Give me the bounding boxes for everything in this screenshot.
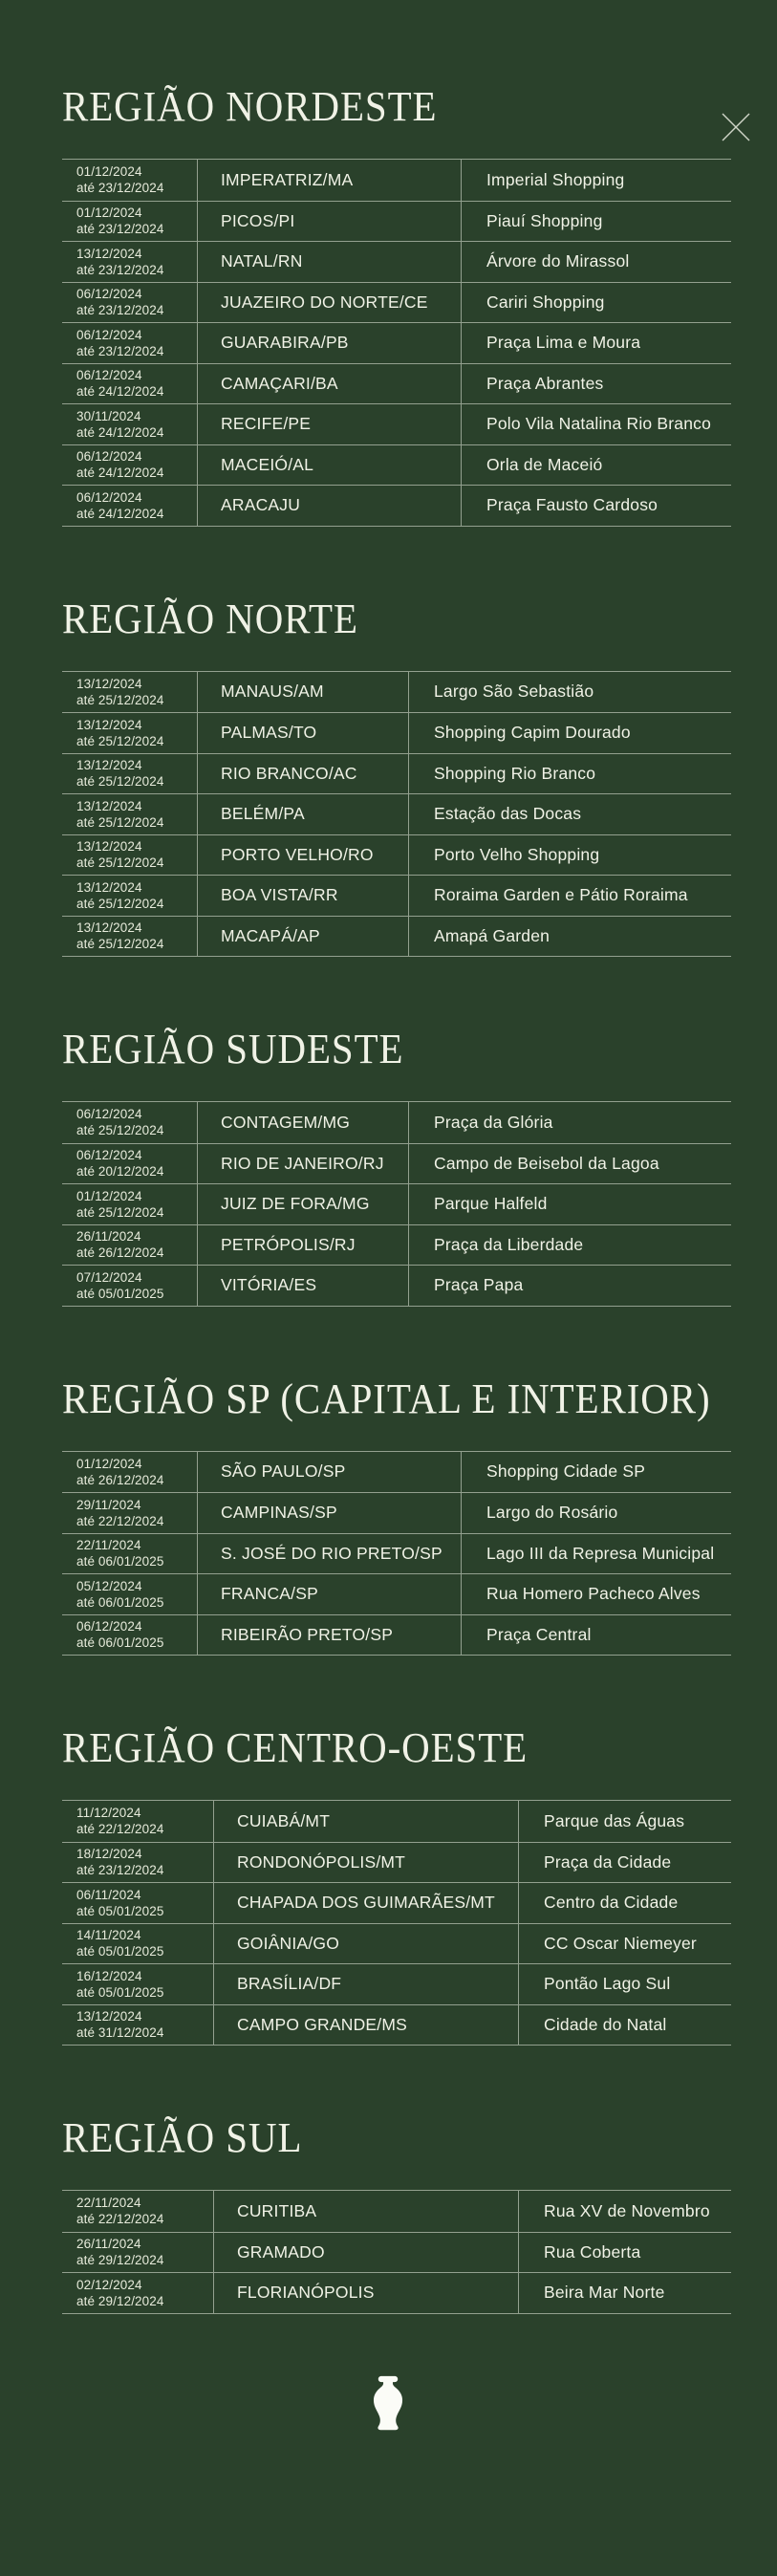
table-row	[62, 403, 731, 444]
table-row	[62, 875, 731, 916]
location-cell: CC Oscar Niemeyer	[544, 1933, 697, 1953]
date-start: 13/12/2024	[76, 920, 142, 936]
date-end: até 24/12/2024	[76, 424, 164, 440]
city-cell: MACAPÁ/AP	[198, 917, 409, 957]
date-end: até 25/12/2024	[76, 855, 164, 871]
date-end: até 23/12/2024	[76, 262, 164, 277]
city-cell: JUAZEIRO DO NORTE/CE	[198, 283, 462, 323]
table-row	[62, 672, 731, 713]
date-end: até 25/12/2024	[76, 733, 164, 748]
city-cell: BOA VISTA/RR	[198, 876, 409, 916]
table-row	[62, 1573, 731, 1614]
location-cell: Praça Central	[486, 1624, 592, 1644]
table-row	[62, 793, 731, 834]
city-cell: CURITIBA	[214, 2191, 519, 2232]
location-cell: Cidade do Natal	[544, 2014, 667, 2034]
date-start: 06/11/2024	[76, 1887, 141, 1902]
date-cell	[62, 202, 198, 242]
table-row	[62, 1183, 731, 1224]
region-section	[62, 1375, 731, 1656]
date-end: até 25/12/2024	[76, 1204, 164, 1220]
location-cell: Roraima Garden e Pátio Roraima	[434, 885, 688, 905]
table-row	[62, 834, 731, 876]
date-start: 26/11/2024	[76, 1229, 141, 1245]
date-end: até 24/12/2024	[76, 384, 164, 400]
location-cell: Shopping Rio Branco	[434, 763, 596, 783]
region-table	[62, 159, 731, 527]
table-row	[62, 1614, 731, 1656]
city-cell: GRAMADO	[214, 2233, 519, 2273]
date-cell	[62, 917, 198, 957]
location-cell: Praça Papa	[434, 1275, 524, 1295]
city-cell: ARACAJU	[198, 486, 462, 526]
date-cell	[62, 1452, 198, 1493]
date-start: 13/12/2024	[76, 798, 142, 813]
date-end: até 26/12/2024	[76, 1472, 164, 1487]
date-end: até 06/01/2025	[76, 1594, 164, 1610]
date-end: até 22/12/2024	[76, 2212, 164, 2227]
date-cell	[62, 486, 198, 526]
date-start: 22/11/2024	[76, 1538, 141, 1553]
date-start: 13/12/2024	[76, 839, 142, 855]
location-cell: Largo São Sebastião	[434, 682, 594, 702]
location-cell: Pontão Lago Sul	[544, 1974, 671, 1994]
city-cell: MANAUS/AM	[198, 672, 409, 713]
date-end: até 22/12/2024	[76, 1822, 164, 1837]
location-cell: Beira Mar Norte	[544, 2283, 665, 2303]
region-title: REGIÃO NORTE	[62, 595, 358, 642]
location-cell: Praça Lima e Moura	[486, 333, 641, 353]
location-cell: Polo Vila Natalina Rio Branco	[486, 414, 712, 434]
date-start: 13/12/2024	[76, 879, 142, 895]
region-section	[62, 1028, 731, 1307]
date-cell	[62, 2273, 214, 2313]
date-cell	[62, 1964, 214, 2004]
date-start: 06/12/2024	[76, 368, 142, 383]
location-cell: Praça Abrantes	[486, 373, 604, 393]
date-start: 13/12/2024	[76, 2009, 142, 2024]
date-cell	[62, 1615, 198, 1656]
location-cell: Centro da Cidade	[544, 1893, 679, 1913]
city-cell: JUIZ DE FORA/MG	[198, 1184, 409, 1224]
region-table	[62, 671, 731, 958]
date-start: 01/12/2024	[76, 164, 142, 180]
date-cell	[62, 1144, 198, 1184]
city-cell: CAMPO GRANDE/MS	[214, 2005, 519, 2046]
date-cell	[62, 1225, 198, 1266]
date-end: até 23/12/2024	[76, 303, 164, 318]
date-start: 01/12/2024	[76, 206, 142, 221]
table-row	[62, 485, 731, 526]
city-cell: PORTO VELHO/RO	[198, 835, 409, 876]
location-cell: Praça da Glória	[434, 1112, 553, 1132]
table-row	[62, 2191, 731, 2232]
location-cell: Amapá Garden	[434, 925, 550, 945]
city-cell: RIO DE JANEIRO/RJ	[198, 1144, 409, 1184]
regions-list	[0, 83, 777, 2314]
city-cell: BRASÍLIA/DF	[214, 1964, 519, 2004]
date-end: até 06/01/2025	[76, 1554, 164, 1569]
region-section	[62, 83, 731, 527]
date-cell	[62, 1266, 198, 1306]
location-cell: Largo do Rosário	[486, 1503, 618, 1523]
table-row	[62, 1963, 731, 2004]
date-cell	[62, 1574, 198, 1614]
date-end: até 31/12/2024	[76, 2025, 164, 2041]
date-cell	[62, 835, 198, 876]
region-table	[62, 1451, 731, 1656]
close-button[interactable]	[720, 111, 752, 143]
date-end: até 26/12/2024	[76, 1245, 164, 1261]
date-start: 06/12/2024	[76, 489, 142, 505]
date-cell	[62, 794, 198, 834]
date-cell	[62, 160, 198, 201]
date-start: 06/12/2024	[76, 1148, 142, 1163]
city-cell: BELÉM/PA	[198, 794, 409, 834]
date-end: até 29/12/2024	[76, 2253, 164, 2268]
location-cell: Parque das Águas	[544, 1810, 685, 1830]
location-cell: Shopping Capim Dourado	[434, 723, 631, 743]
date-cell	[62, 2233, 214, 2273]
date-start: 06/12/2024	[76, 287, 142, 302]
table-row	[62, 444, 731, 486]
date-start: 01/12/2024	[76, 1456, 142, 1471]
date-cell	[62, 1843, 214, 1883]
region-table	[62, 2190, 731, 2314]
date-end: até 23/12/2024	[76, 343, 164, 358]
christmas-tour-schedule-overlay	[0, 83, 777, 2576]
date-start: 07/12/2024	[76, 1269, 142, 1285]
city-cell: RIO BRANCO/AC	[198, 754, 409, 794]
city-cell: CUIABÁ/MT	[214, 1801, 519, 1842]
date-start: 14/11/2024	[76, 1928, 141, 1943]
date-start: 26/11/2024	[76, 2237, 141, 2252]
location-cell: Orla de Maceió	[486, 454, 603, 474]
table-row	[62, 2232, 731, 2273]
date-start: 13/12/2024	[76, 758, 142, 773]
city-cell: CAMPINAS/SP	[198, 1493, 462, 1533]
table-row	[62, 2004, 731, 2046]
city-cell: CHAPADA DOS GUIMARÃES/MT	[214, 1883, 519, 1923]
table-row	[62, 241, 731, 282]
date-cell	[62, 876, 198, 916]
date-end: até 20/12/2024	[76, 1164, 164, 1180]
date-cell	[62, 283, 198, 323]
date-end: até 25/12/2024	[76, 1123, 164, 1138]
date-cell	[62, 1184, 198, 1224]
city-cell: CONTAGEM/MG	[198, 1102, 409, 1143]
table-row	[62, 1842, 731, 1883]
date-start: 06/12/2024	[76, 1107, 142, 1122]
location-cell: Parque Halfeld	[434, 1194, 548, 1214]
date-start: 06/12/2024	[76, 327, 142, 342]
date-cell	[62, 713, 198, 753]
date-cell	[62, 754, 198, 794]
date-cell	[62, 404, 198, 444]
table-row	[62, 1224, 731, 1266]
date-start: 16/12/2024	[76, 1968, 142, 1983]
table-row	[62, 363, 731, 404]
trophy-icon	[373, 2375, 404, 2435]
city-cell: PETRÓPOLIS/RJ	[198, 1225, 409, 1266]
date-end: até 25/12/2024	[76, 774, 164, 790]
table-row	[62, 1533, 731, 1574]
date-end: até 05/01/2025	[76, 1984, 164, 2000]
location-cell: Imperial Shopping	[486, 169, 625, 189]
date-cell	[62, 1493, 198, 1533]
date-end: até 25/12/2024	[76, 896, 164, 911]
region-table	[62, 1101, 731, 1307]
city-cell: FRANCA/SP	[198, 1574, 462, 1614]
city-cell: GOIÂNIA/GO	[214, 1924, 519, 1964]
table-row	[62, 1452, 731, 1493]
date-start: 18/12/2024	[76, 1847, 142, 1862]
date-start: 11/12/2024	[76, 1806, 141, 1821]
location-cell: Praça da Liberdade	[434, 1234, 584, 1254]
date-cell	[62, 242, 198, 282]
table-row	[62, 160, 731, 201]
date-start: 30/11/2024	[76, 408, 141, 423]
date-end: até 23/12/2024	[76, 1863, 164, 1878]
location-cell: Cariri Shopping	[486, 292, 605, 312]
date-start: 06/12/2024	[76, 449, 142, 465]
footer	[0, 2375, 777, 2435]
location-cell: Lago III da Represa Municipal	[486, 1543, 715, 1563]
date-end: até 23/12/2024	[76, 222, 164, 237]
date-end: até 24/12/2024	[76, 506, 164, 521]
date-end: até 25/12/2024	[76, 692, 164, 707]
date-cell	[62, 1924, 214, 1964]
date-start: 13/12/2024	[76, 246, 142, 261]
location-cell: Porto Velho Shopping	[434, 844, 600, 864]
date-end: até 25/12/2024	[76, 937, 164, 952]
date-start: 01/12/2024	[76, 1188, 142, 1203]
date-end: até 05/01/2025	[76, 1286, 164, 1301]
region-title: REGIÃO SP (CAPITAL E INTERIOR)	[62, 1375, 711, 1422]
table-row	[62, 1882, 731, 1923]
date-end: até 05/01/2025	[76, 1903, 164, 1918]
date-end: até 23/12/2024	[76, 181, 164, 196]
region-section	[62, 2114, 731, 2314]
city-cell: MACEIÓ/AL	[198, 445, 462, 486]
city-cell: S. JOSÉ DO RIO PRETO/SP	[198, 1534, 462, 1574]
region-title: REGIÃO SUL	[62, 2114, 303, 2161]
city-cell: RIBEIRÃO PRETO/SP	[198, 1615, 462, 1656]
city-cell: RONDONÓPOLIS/MT	[214, 1843, 519, 1883]
table-row	[62, 282, 731, 323]
date-end: até 24/12/2024	[76, 465, 164, 481]
region-section	[62, 595, 731, 958]
region-title: REGIÃO SUDESTE	[62, 1026, 404, 1072]
date-cell	[62, 1883, 214, 1923]
location-cell: Praça da Cidade	[544, 1851, 672, 1872]
location-cell: Piauí Shopping	[486, 210, 603, 230]
date-cell	[62, 1534, 198, 1574]
date-cell	[62, 364, 198, 404]
table-row	[62, 753, 731, 794]
date-start: 06/12/2024	[76, 1619, 142, 1634]
region-table	[62, 1800, 731, 2046]
date-end: até 25/12/2024	[76, 814, 164, 830]
location-cell: Estação das Docas	[434, 804, 582, 824]
date-cell	[62, 2191, 214, 2232]
region-title: REGIÃO NORDESTE	[62, 83, 438, 130]
location-cell: Praça Fausto Cardoso	[486, 495, 658, 515]
date-cell	[62, 2005, 214, 2046]
date-start: 05/12/2024	[76, 1578, 142, 1593]
date-start: 22/11/2024	[76, 2196, 141, 2211]
date-end: até 05/01/2025	[76, 1944, 164, 1959]
city-cell: IMPERATRIZ/MA	[198, 160, 462, 201]
table-row	[62, 1492, 731, 1533]
city-cell: PICOS/PI	[198, 202, 462, 242]
location-cell: Rua Homero Pacheco Alves	[486, 1584, 701, 1604]
city-cell: SÃO PAULO/SP	[198, 1452, 462, 1493]
city-cell: CAMAÇARI/BA	[198, 364, 462, 404]
city-cell: RECIFE/PE	[198, 404, 462, 444]
close-icon	[720, 111, 752, 143]
location-cell: Rua Coberta	[544, 2241, 641, 2262]
city-cell: GUARABIRA/PB	[198, 323, 462, 363]
location-cell: Rua XV de Novembro	[544, 2200, 710, 2220]
location-cell: Shopping Cidade SP	[486, 1461, 646, 1482]
table-row	[62, 712, 731, 753]
table-row	[62, 201, 731, 242]
table-row	[62, 1923, 731, 1964]
table-row	[62, 322, 731, 363]
date-cell	[62, 445, 198, 486]
date-cell	[62, 672, 198, 713]
region-section	[62, 1724, 731, 2046]
date-start: 13/12/2024	[76, 676, 142, 691]
date-start: 02/12/2024	[76, 2277, 142, 2292]
city-cell: NATAL/RN	[198, 242, 462, 282]
date-start: 13/12/2024	[76, 717, 142, 732]
date-end: até 29/12/2024	[76, 2293, 164, 2308]
location-cell: Campo de Beisebol da Lagoa	[434, 1153, 659, 1173]
city-cell: VITÓRIA/ES	[198, 1266, 409, 1306]
city-cell: PALMAS/TO	[198, 713, 409, 753]
date-cell	[62, 1102, 198, 1143]
table-row	[62, 2272, 731, 2313]
table-row	[62, 1102, 731, 1143]
table-row	[62, 916, 731, 957]
date-cell	[62, 323, 198, 363]
table-row	[62, 1265, 731, 1306]
table-row	[62, 1801, 731, 1842]
date-cell	[62, 1801, 214, 1842]
region-title: REGIÃO CENTRO-OESTE	[62, 1724, 529, 1771]
city-cell: FLORIANÓPOLIS	[214, 2273, 519, 2313]
date-end: até 22/12/2024	[76, 1513, 164, 1528]
table-row	[62, 1143, 731, 1184]
date-end: até 06/01/2025	[76, 1635, 164, 1651]
location-cell: Árvore do Mirassol	[486, 251, 630, 271]
date-start: 29/11/2024	[76, 1497, 141, 1512]
